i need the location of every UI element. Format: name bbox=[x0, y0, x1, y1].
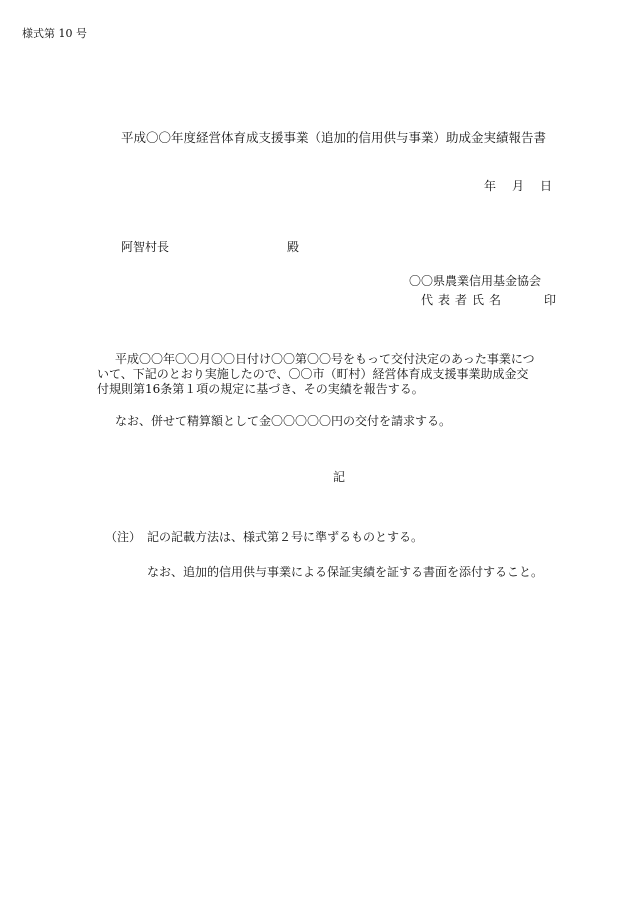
form-number: 様式第 10 号 bbox=[22, 27, 87, 40]
body-line: いて、下記のとおり実施したので、〇〇市（町村）経営体育成支援事業助成金交 bbox=[97, 367, 529, 381]
document-title: 平成〇〇年度経営体育成支援事業（追加的信用供与事業）助成金実績報告書 bbox=[121, 130, 547, 145]
date-line bbox=[484, 180, 552, 192]
request-paragraph: なお、併せて精算額として金〇〇〇〇〇円の交付を請求する。 bbox=[115, 414, 452, 428]
sender-organization: 〇〇県農業信用基金協会 bbox=[409, 274, 542, 288]
ki-heading: 記 bbox=[333, 470, 346, 484]
note-line-2: なお、追加的信用供与事業による保証実績を証する書面を添付すること。 bbox=[147, 565, 544, 579]
seal-mark: 印 bbox=[544, 293, 557, 307]
body-line: 付規則第16条第１項の規定に基づき、その実績を報告する。 bbox=[97, 382, 424, 396]
note-line-1: 記の記載方法は、様式第２号に準ずるものとする。 bbox=[147, 530, 424, 544]
body-line: 平成〇〇年〇〇月〇〇日付け〇〇第〇〇号をもって交付決定のあった事業につ bbox=[115, 352, 535, 366]
date-month-label: 月 bbox=[512, 179, 525, 193]
date-day-label: 日 bbox=[540, 179, 553, 193]
addressee: 阿智村長 bbox=[121, 240, 170, 254]
date-year-label: 年 bbox=[484, 179, 497, 193]
addressee-honorific: 殿 bbox=[287, 240, 300, 254]
body-paragraph bbox=[97, 352, 567, 397]
sender-representative: 代表者氏名 bbox=[421, 293, 507, 307]
note-label: （注） bbox=[105, 530, 142, 544]
